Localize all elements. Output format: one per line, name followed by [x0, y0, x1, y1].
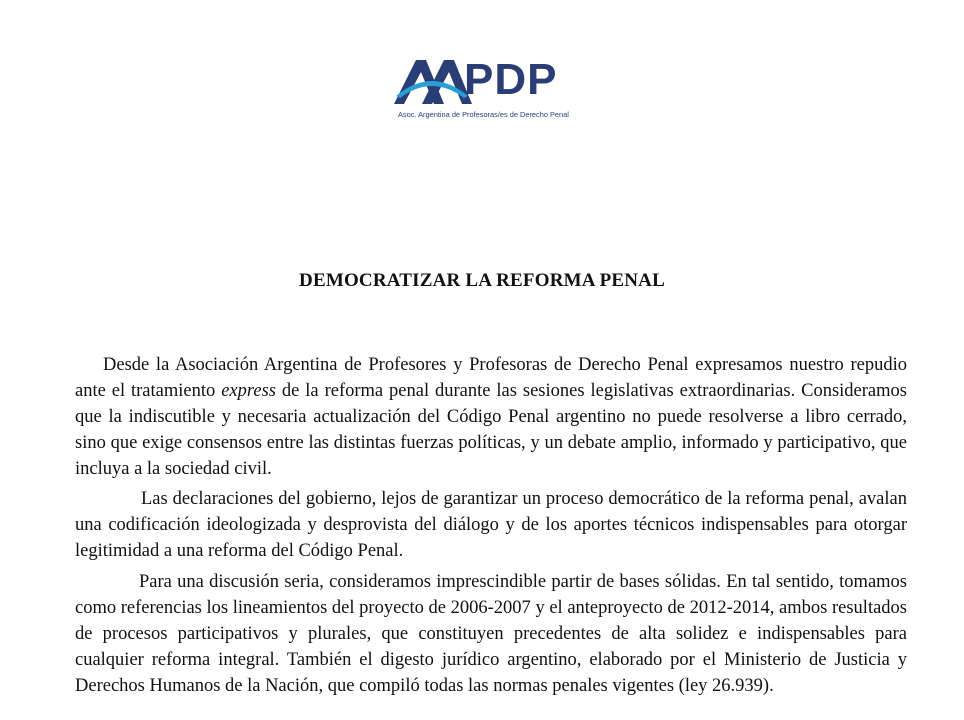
- logo-wordmark: PDP: [464, 55, 558, 104]
- paragraph-1-text-b: de la reforma penal durante las sesiones legislativas extraordinarias. Consideramos que la indiscutible y necesaria actualización del Código Penal argentino no puede resolverse a libro cerrado, sino que exige consensos entre las distintas fuerzas políticas, y un debate amplio, informado y participativo, que incluya a la sociedad civil.: [75, 381, 907, 479]
- paragraph-1: [75, 352, 907, 482]
- paragraph-3: Para una discusión seria, consideramos imprescindible partir de bases sólidas. En tal sentido, tomamos como referencias los lineamientos del proyecto de 2006-2007 y el anteproyecto de 2012-2014, ambos resultados de procesos participativos y plurales, que constituyen precedentes de alta solidez e indispensables para cualquier reforma integral. También el digesto jurídico argentino, elaborado por el Ministerio de Justicia y Derechos Humanos de la Nación, que compiló todas las normas penales vigentes (ley 26.939).: [75, 572, 907, 696]
- logo-subtitle: Asoc. Argentina de Profesoras/es de Derecho Penal: [398, 110, 569, 119]
- paragraph-1-text-a: Desde la Asociación Argentina de Profesores y Profesoras de Derecho Penal expresamos nuestro repudio ante el tratamiento: [75, 355, 907, 401]
- logo-mark-icon: [392, 52, 472, 108]
- document-title: DEMOCRATIZAR LA REFORMA PENAL: [299, 270, 665, 291]
- aapdp-logo: [392, 52, 597, 124]
- paragraph-2: Las declaraciones del gobierno, lejos de garantizar un proceso democrático de la reforma penal, avalan una codificación ideologizada y desprovista del diálogo y de los aportes técnicos indispensables para otorgar legitimidad a una reforma del Código Penal.: [75, 489, 907, 561]
- paragraph-1-italic: express: [221, 381, 276, 401]
